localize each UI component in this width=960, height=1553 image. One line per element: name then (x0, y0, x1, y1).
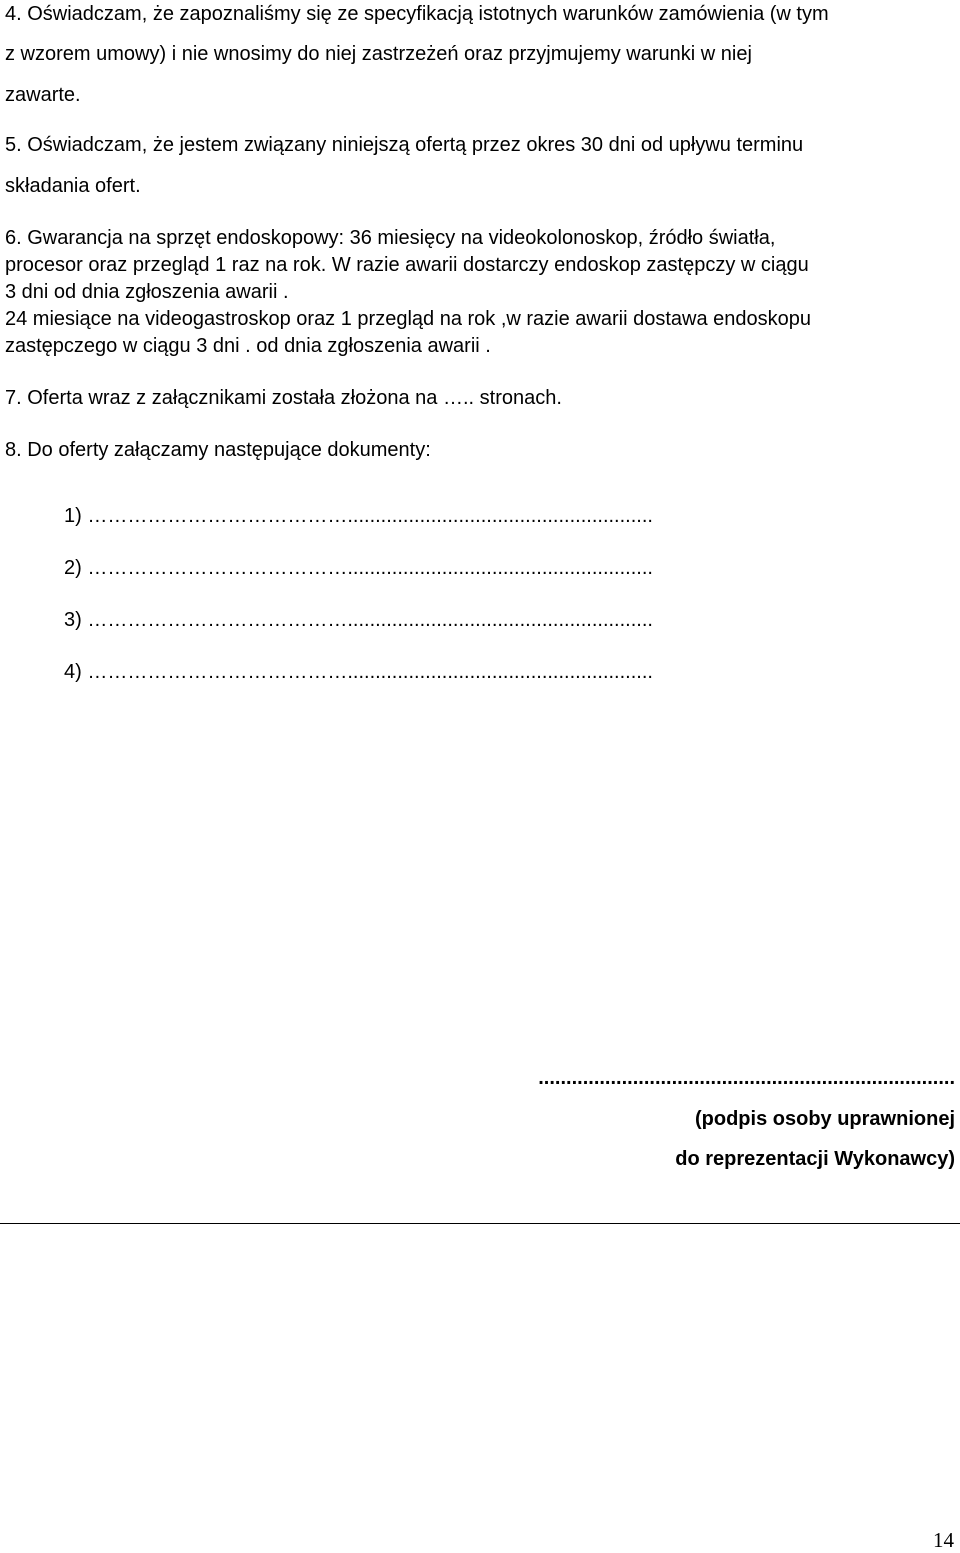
attachment-line-1: 1) …………………………………....................................................... (64, 505, 653, 527)
signature-dotted-line: ........................................................................... (538, 1067, 955, 1089)
item-4-line-3: zawarte. (5, 84, 81, 106)
item-6-line-5: zastępczego w ciągu 3 dni . od dnia zgłoszenia awarii . (5, 335, 491, 357)
item-6-line-4: 24 miesiące na videogastroskop oraz 1 przegląd na rok ,w razie awarii dostawa endoskopu (5, 308, 812, 330)
signature-caption-line-2: do reprezentacji Wykonawcy) (675, 1148, 955, 1170)
attachment-line-3: 3) …………………………………....................................................... (64, 609, 653, 631)
footer-divider (0, 1223, 960, 1224)
item-8: 8. Do oferty załączamy następujące dokumenty: (5, 439, 431, 461)
attachment-line-4: 4) …………………………………....................................................... (64, 661, 653, 683)
item-5-line-2: składania ofert. (5, 175, 141, 197)
page-number: 14 (933, 1528, 954, 1552)
attachment-line-2: 2) …………………………………....................................................... (64, 557, 653, 579)
item-4-line-2: z wzorem umowy) i nie wnosimy do niej zastrzeżeń oraz przyjmujemy warunki w niej (5, 43, 752, 65)
item-4-line-1: 4. Oświadczam, że zapoznaliśmy się ze specyfikacją istotnych warunków zamówienia (w tym (5, 3, 829, 25)
item-5-line-1: 5. Oświadczam, że jestem związany niniejszą ofertą przez okres 30 dni od upływu terminu (5, 134, 804, 156)
item-6-line-2: procesor oraz przegląd 1 raz na rok. W razie awarii dostarczy endoskop zastępczy w ciągu (5, 254, 809, 276)
item-6-line-3: 3 dni od dnia zgłoszenia awarii . (5, 281, 289, 303)
item-6-line-1: 6. Gwarancja na sprzęt endoskopowy: 36 miesięcy na videokolonoskop, źródło światła, (5, 227, 776, 249)
item-7: 7. Oferta wraz z załącznikami została złożona na ….. stronach. (5, 387, 562, 409)
signature-caption-line-1: (podpis osoby uprawnionej (695, 1108, 955, 1130)
